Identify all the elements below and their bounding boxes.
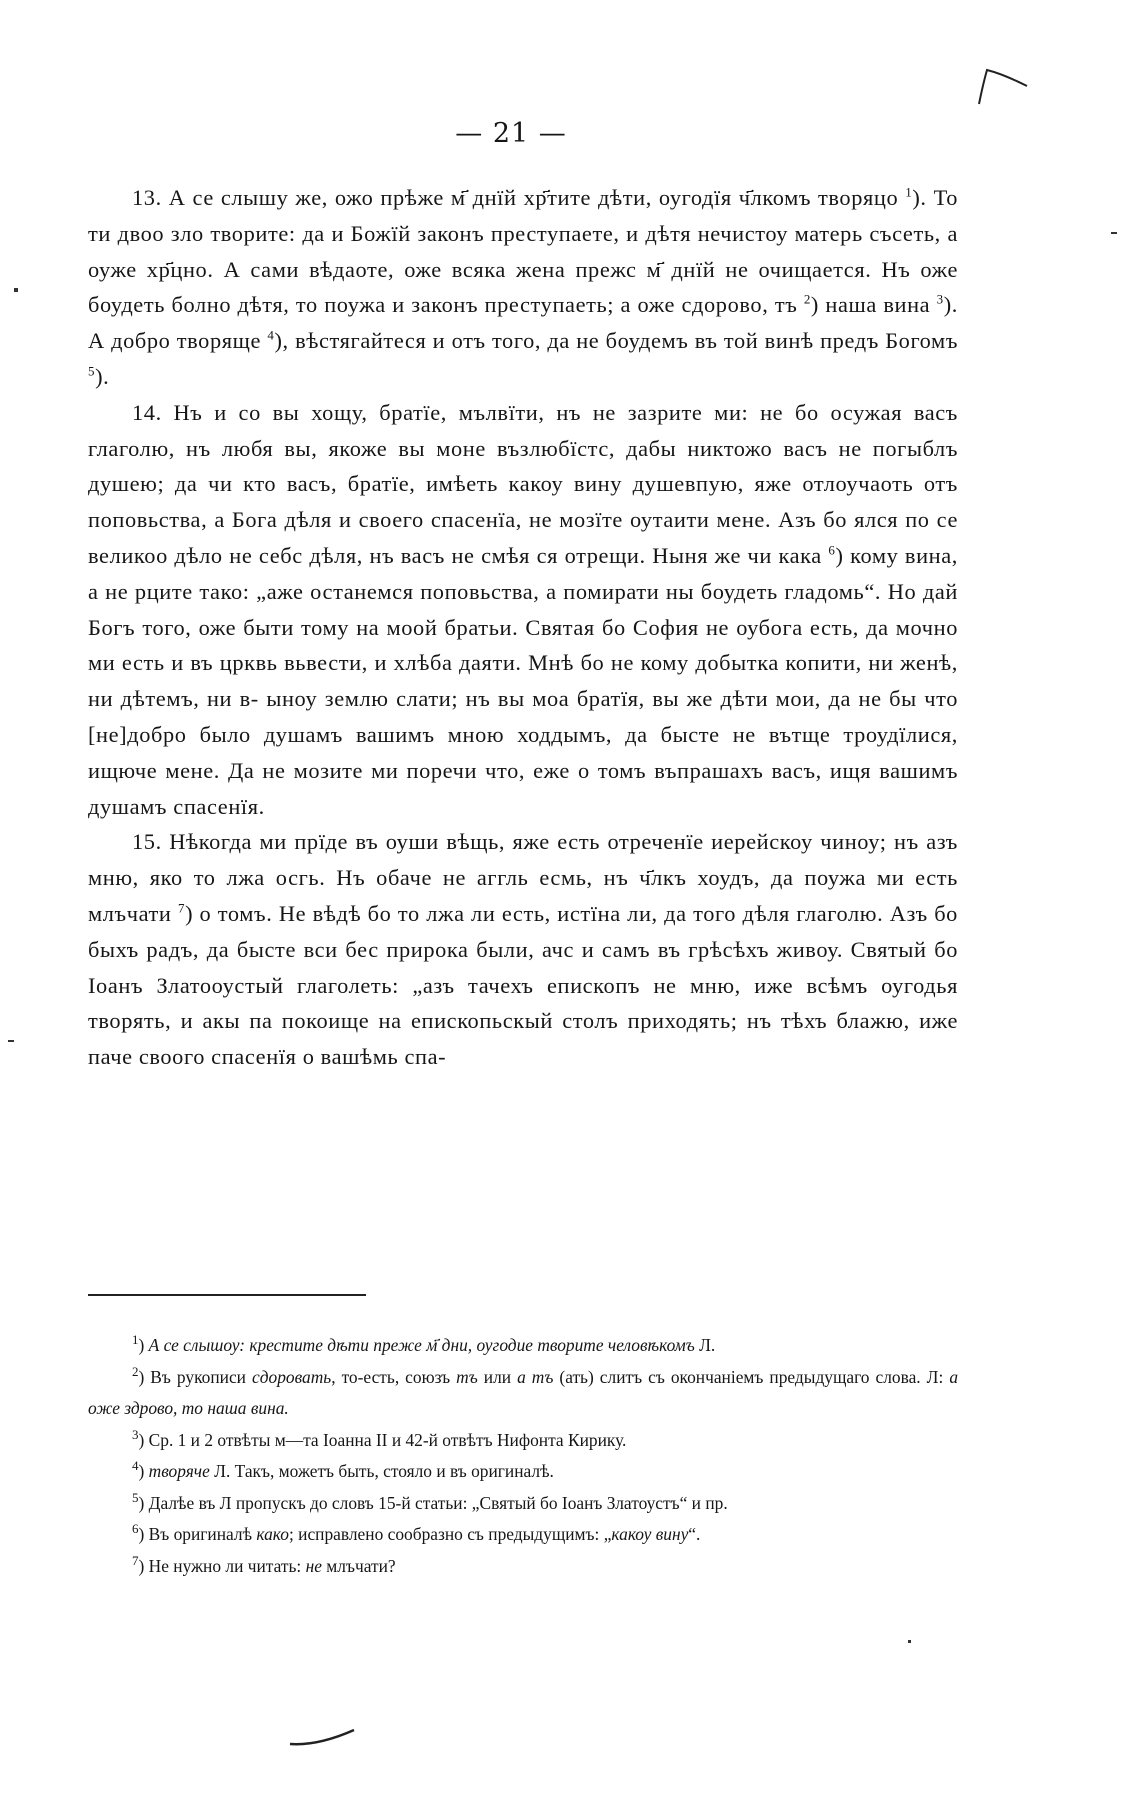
footnote	[88, 1456, 958, 1488]
footnote-text: Ср. 1 и 2 отвѣты м—та Іоанна II и 42-й отвѣтъ Нифонта Кирику.	[144, 1429, 627, 1450]
margin-dot-left	[14, 288, 18, 292]
footnote	[88, 1330, 958, 1362]
footnote-ref-2: 2	[803, 291, 811, 307]
main-text	[88, 180, 958, 1075]
footnote-number: 2	[132, 1363, 139, 1379]
footnote	[88, 1551, 958, 1583]
footnote-paren: )	[138, 1524, 145, 1544]
footnote-paren: )	[138, 1429, 145, 1450]
footnote-text: А се слышоу: крестите дѣти прежe м҃ дни, оугодие творите человѣкомъ	[148, 1335, 695, 1355]
footnote-paren: )	[138, 1366, 145, 1387]
footnote-ref-4: 4	[267, 327, 275, 343]
footnote-paren: )	[138, 1492, 145, 1513]
footnote-paren: )	[138, 1461, 145, 1481]
footnote-number: 6	[132, 1521, 139, 1537]
footnote-text: Въ оригиналѣ	[144, 1524, 257, 1544]
footnote-ref-5: 5	[88, 363, 96, 379]
footnote-text: какоу вину	[611, 1524, 689, 1544]
paragraph-14: 14. Нъ и со вы хощу, братїе, мълвїти, нъ не зазрите ми: не бо осужая васъ глаголю, нъ любя вы, якоже вы моне възлюбїстс, дабы никтожо васъ не погыблъ душею; да чи кто васъ, братїе, имѣеть какоу вину душевпую, яже отлоучаоть отъ поповьства, а Бога дѣля и своего спасенїа, не мозїте оутаити мене. Азъ бо ялся по се великоо дѣло не себс дѣля, нъ васъ не смѣя ся отрещи. Ныня же чи кака $^6$) кому вина, а не рците тако: „аже останемся поповьства, а помирати ны боудеть гладомь“. Но дай Богъ того, оже быти тому на моой братьи. Святая бо София не оубога есть, да мочно ми есть и въ црквь вьвести, и хлѣба даяти. Мнѣ бо не кому добытка копити, ни женѣ, ни дѣтемъ, ни в- ыноу землю слати; нъ вы моа братїя, вы же дѣти мои, да не бы что [не]добро было душамъ вашимъ мною ходдымъ, да быстe не вътще троудїлися, ищюче мене. Да не мозите ми поречи что, еже о томъ въпрашахъ васъ, ищя вашимъ душамъ спасенїя.	[88, 399, 958, 819]
footnote-text: творяче	[148, 1461, 210, 1481]
footnotes	[88, 1330, 958, 1582]
footnote-paren: )	[138, 1335, 145, 1355]
footnote-text: Л. Такъ, можетъ быть, стояло и въ оригиналѣ.	[209, 1461, 554, 1481]
pencil-mark-top-right	[975, 62, 1035, 112]
footnote-text: Въ рукописи	[144, 1366, 252, 1387]
margin-dash-right	[1111, 232, 1117, 234]
footnote-text: а тъ	[517, 1366, 554, 1387]
footnote-text: Не нужно ли читать:	[144, 1555, 306, 1576]
footnote-text: “.	[688, 1524, 701, 1544]
footnote-text: или	[477, 1366, 518, 1387]
footnote-number: 5	[132, 1489, 139, 1505]
footnote-text: не	[305, 1555, 322, 1576]
footnote	[88, 1425, 958, 1457]
paragraph-15: 15. Нѣкогда ми прїде въ оуши вѣщь, яже есть отреченїе иерейскоу чиноу; нъ азъ мню, яко то лжа осгь. Нъ обаче не аггль есмь, нъ ч҃лкъ хоудъ, да поужа ми есть млъчати $^7$) о томъ. Не вѣдѣ бо то лжа ли есть, истїна ли, да того дѣля глаголю. Азъ бо быхъ радъ, да бысте вси бес прирока были, ачс и самъ въ грѣсѣхъ живоу. Святый бо Ioанъ Златооустый глаголеть: „азъ тачехъ епископъ не мню, иже всѣмъ оугодья творять, и акы па покоище на епископьскый столъ приходять; нъ тѣхъ блажю, иже паче своого спасенїя о вашѣмь спа-	[88, 829, 958, 1070]
footnote-ref-1: 1	[905, 184, 913, 200]
footnote-text: , то-есть, союзъ	[331, 1366, 457, 1387]
footnote-number: 1	[132, 1332, 139, 1348]
footnote-separator	[88, 1294, 366, 1296]
footnote-ref-6: 6	[828, 542, 836, 558]
footnote-text: (ать) слитъ съ окончанiемъ предыдущаго слова. Л:	[553, 1366, 950, 1387]
pencil-stroke-bottom	[288, 1722, 358, 1750]
page-number: — 21 —	[455, 118, 567, 149]
footnote-ref-3: 3	[936, 291, 944, 307]
footnote	[88, 1519, 958, 1551]
footnote-ref-7: 7	[177, 900, 186, 916]
footnote-text: млъчати?	[321, 1555, 396, 1576]
footnote-number: 3	[132, 1426, 139, 1442]
footnote-text: Далѣе въ Л пропускъ до словъ 15-й статьи: „Святый бо Іоанъ Златоустъ“ и пр.	[144, 1492, 728, 1513]
margin-dash-left	[8, 1040, 14, 1042]
footnote	[88, 1362, 958, 1425]
footnote-number: 7	[132, 1552, 139, 1568]
margin-dot-bottom	[908, 1640, 911, 1643]
paragraph-13: 13. А се слышу же, ожо прѣже м҃ днїй хр҃тите дѣти, оугодїя ч҃лкомъ творяцо $^1$). То ти двоо зло творите: да и Божїй законъ преступаете, и дѣтя нечистоу матерь съсеть, а оуже хр҃цно. А сами вѣдаоте, оже всяка жена прежс м҃ днїй не очищается. Нъ оже боудеть болно дѣтя, то поужа и законъ преступаеть; а оже сдорово, тъ $^2$) наша вина $^3$). А добро творяще $^4$), вѣстягайтеся и отъ того, да не боудемъ въ той винѣ предъ Богомъ $^5$).	[88, 184, 959, 389]
footnote-text: а оже здрово, то наша вина.	[88, 1366, 959, 1418]
footnote-text: сдоровать	[252, 1366, 332, 1387]
footnote-paren: )	[138, 1555, 145, 1576]
footnote-text: тъ	[456, 1366, 478, 1387]
footnote	[88, 1488, 958, 1520]
footnote-number: 4	[132, 1458, 139, 1474]
footnote-text: Л.	[694, 1335, 716, 1355]
footnote-text: како	[256, 1524, 289, 1544]
footnote-text: ; исправлено сообразно съ предыдущимъ: „	[288, 1524, 612, 1544]
